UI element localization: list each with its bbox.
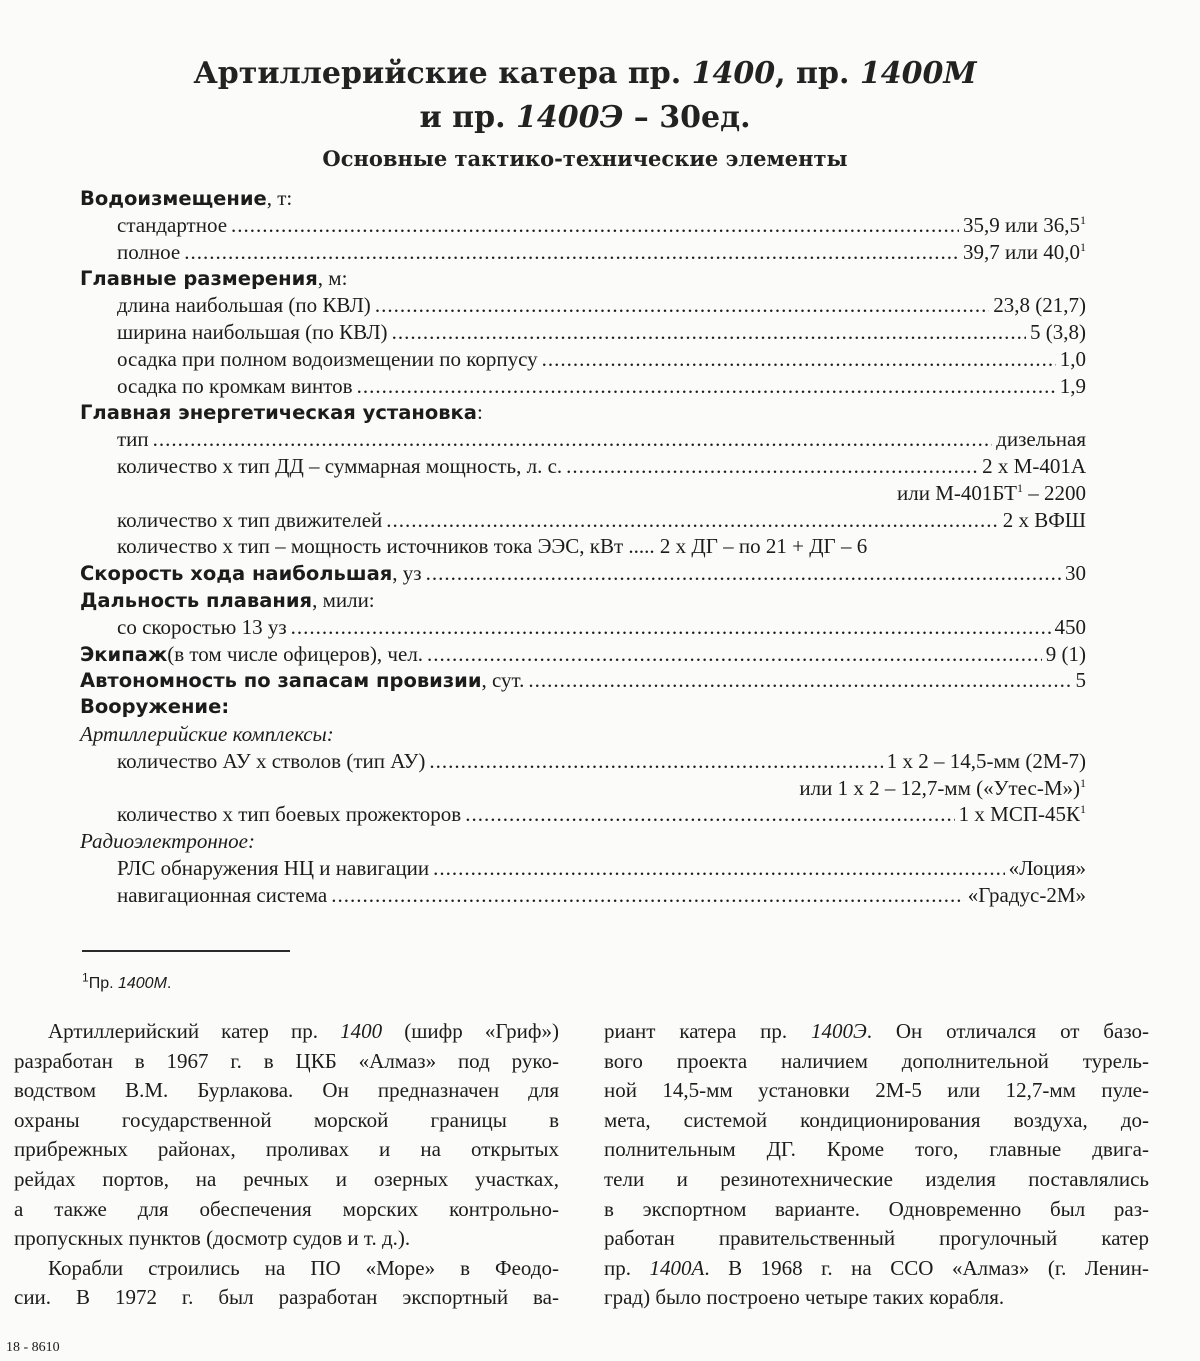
spec-category-suffix: , сут. [481, 668, 525, 693]
spec-value [1055, 615, 1087, 640]
spec-value: 9 (1) [1045, 641, 1086, 666]
spec-value-text: «Градус-2М» [967, 882, 1086, 907]
spec-value [1060, 347, 1086, 372]
leader-dots [357, 374, 1056, 399]
page-title [0, 52, 1170, 140]
spec-value [968, 883, 1086, 908]
spec-row [80, 668, 1086, 695]
title-line-1: Артиллерийские катера пр. 1400, пр. 1400М [193, 56, 977, 91]
spec-row [80, 454, 1086, 481]
spec-value [993, 293, 1086, 318]
body-text: водством В.М. Бурлакова. Он предназначен для [14, 1078, 559, 1103]
body-text: рейдах портов, на речных и озерных участках, [14, 1166, 559, 1191]
body-line [604, 1254, 1149, 1284]
spec-category-suffix: : [476, 400, 483, 425]
spec-category-suffix: (в том числе офицеров), чел. [167, 641, 424, 666]
body-text: сии. В 1972 г. был разработан экспортный ва- [14, 1285, 559, 1310]
spec-row [80, 615, 1086, 642]
spec-category: Вооружение: [80, 695, 230, 719]
spec-row [80, 266, 1086, 293]
spec-row [80, 400, 1086, 427]
body-line [14, 1135, 559, 1165]
leader-dots [291, 615, 1051, 640]
leader-dots [433, 856, 1004, 881]
body-line [604, 1106, 1149, 1136]
spec-value [1030, 320, 1086, 345]
body-text: прибрежных районах, проливах и на открытых [14, 1137, 559, 1162]
spec-value [959, 802, 1086, 827]
title-line-2: и пр. 1400Э – 30ед. [419, 100, 751, 135]
spec-value [1060, 374, 1086, 399]
body-text: град) было построено четыре таких корабля. [604, 1285, 1005, 1310]
leader-dots [231, 213, 959, 238]
spec-value [1009, 856, 1086, 881]
project-number: 1400А [649, 1255, 705, 1280]
body-text: вого проекта наличием дополнительной турель- [604, 1048, 1149, 1073]
spec-row [80, 427, 1086, 454]
spec-value-text: дизельная [996, 427, 1086, 452]
spec-label: длина наибольшая (по КВЛ) [117, 293, 371, 318]
spec-label: количество х тип боевых прожекторов [117, 802, 462, 827]
spec-value [996, 427, 1086, 452]
spec-row [80, 776, 1086, 803]
body-line [604, 1076, 1149, 1106]
spec-group-label: Артиллерийские комплексы [80, 721, 327, 746]
spec-row [80, 749, 1086, 776]
specs-table [80, 186, 1086, 910]
leader-dots [375, 293, 989, 318]
body-line [604, 1017, 1149, 1047]
spec-value-text: 1 х 2 – 14,5-мм (2М-7) [886, 748, 1086, 773]
spec-row [80, 588, 1086, 615]
spec-row [80, 186, 1086, 213]
body-text: а также для обеспечения морских контрольно- [14, 1196, 559, 1221]
footnote-marker: 1 [1080, 212, 1086, 227]
body-line [14, 1165, 559, 1195]
spec-label: РЛС обнаружения НЦ и навигации [117, 855, 430, 880]
body-text: охраны государственной морской границы в [14, 1107, 559, 1132]
spec-label: количество х тип движителей [117, 507, 383, 532]
spec-row [80, 642, 1086, 669]
footnote: $^1$Пр. 1400М. [82, 970, 172, 992]
spec-row [80, 561, 1086, 588]
spec-category-suffix: , мили: [312, 587, 375, 612]
body-line [14, 1254, 559, 1284]
body-line [14, 1017, 559, 1047]
body-line [14, 1076, 559, 1106]
spec-value-text: 2 х ВФШ [1002, 507, 1086, 532]
page-number: 18 - 8610 [6, 1340, 60, 1355]
spec-value-text: 2 х М-401А [982, 453, 1086, 478]
footnote-marker: 1 [1080, 239, 1086, 254]
spec-value [982, 454, 1086, 479]
body-text: в экспортном варианте. Одновременно был раз- [604, 1196, 1149, 1221]
leader-dots [392, 320, 1026, 345]
leader-dots [386, 508, 998, 533]
body-text: работан правительственный прогулочный катер [604, 1226, 1149, 1251]
spec-category-suffix: , уз [392, 561, 422, 586]
spec-value-text: или 1 х 2 – 12,7-мм («Утес-М») [799, 775, 1080, 800]
leader-dots [331, 883, 964, 908]
spec-row [80, 213, 1086, 240]
body-line [604, 1224, 1149, 1254]
body-text: ной 14,5-мм установки 2М-5 или 12,7-мм пуле- [604, 1078, 1149, 1103]
spec-value-continued [897, 481, 1086, 506]
spec-category: Автономность по запасам провизии [80, 669, 482, 693]
spec-value-text: 450 [1054, 614, 1086, 639]
body-line [14, 1106, 559, 1136]
spec-row [80, 695, 1086, 722]
spec-category: Главная энергетическая установка [80, 401, 477, 425]
spec-label: стандартное [117, 212, 228, 237]
spec-value-text: 39,7 или 40,0 [963, 239, 1080, 264]
section-subtitle: Основные тактико-технические элементы [322, 146, 848, 171]
spec-label: количество АУ х стволов (тип АУ) [117, 748, 426, 773]
spec-row [80, 883, 1086, 910]
spec-value [1003, 508, 1086, 533]
body-text: тели и резинотехнические изделия поставлялись [604, 1166, 1149, 1191]
footnote-marker: 1 [1017, 480, 1023, 495]
spec-label: осадка по кромкам винтов [117, 373, 353, 398]
spec-value-text: 1 х МСП-45К [958, 802, 1080, 827]
spec-category: Водоизмещение [80, 187, 267, 210]
leader-dots [465, 802, 954, 827]
footnote-divider [82, 950, 290, 952]
spec-label: количество х тип ДД – суммарная мощность, л. с. [117, 453, 563, 478]
spec-label: осадка при полном водоизмещении по корпусу [117, 346, 538, 371]
spec-label: тип [117, 427, 149, 452]
body-line [14, 1283, 559, 1313]
body-text: пропускных пунктов (досмотр судов и т. д.). [14, 1226, 411, 1251]
spec-row [80, 293, 1086, 320]
body-text: риант катера пр. [604, 1019, 811, 1043]
leader-dots [542, 347, 1056, 372]
leader-dots [184, 240, 959, 265]
spec-category-suffix: , м: [317, 266, 348, 291]
spec-label: полное [117, 239, 181, 264]
spec-value-text: или М-401БТ [897, 480, 1017, 505]
spec-value [963, 213, 1086, 238]
project-number: 1400 [340, 1019, 383, 1043]
spec-category: Скорость хода наибольшая [80, 562, 393, 586]
body-text: Артиллерийский катер пр. [48, 1019, 341, 1043]
spec-value: 5 [1075, 668, 1086, 693]
spec-row [80, 534, 1086, 561]
spec-label: со скоростью 13 уз [117, 614, 287, 639]
body-text: разработан в 1967 г. в ЦКБ «Алмаз» под руко- [14, 1048, 559, 1073]
project-number: 1400Э [810, 1019, 867, 1043]
spec-row [80, 856, 1086, 883]
leader-dots [429, 749, 882, 774]
leader-dots [426, 561, 1061, 586]
spec-value-text: «Лоция» [1008, 855, 1086, 880]
spec-label: количество х тип – мощность источников тока ЭЭС, кВт ..... 2 х ДГ – по 21 + ДГ – 6 [117, 534, 868, 559]
spec-group-suffix: : [326, 721, 334, 746]
body-line [14, 1047, 559, 1077]
leader-dots [528, 668, 1071, 693]
spec-value: 30 [1065, 561, 1086, 586]
body-line [604, 1165, 1149, 1195]
footnote-marker: 1 [1080, 802, 1086, 817]
body-text: мета, системой кондиционирования воздуха, до- [604, 1107, 1149, 1132]
spec-value [963, 240, 1086, 265]
leader-dots [427, 642, 1042, 667]
body-line [604, 1135, 1149, 1165]
body-line [14, 1195, 559, 1225]
body-line [604, 1283, 1149, 1313]
spec-row [80, 829, 1086, 856]
body-text: . Он отличался от базо- [866, 1019, 1149, 1043]
spec-row [80, 508, 1086, 535]
spec-value-text: 1,9 [1059, 373, 1086, 398]
body-text: . В 1968 г. на ССО «Алмаз» (г. Ленин- [704, 1255, 1149, 1280]
spec-value-continued [799, 776, 1086, 801]
footnote-marker: 1 [1080, 775, 1086, 790]
spec-value-text: 35,9 или 36,5 [963, 212, 1080, 237]
body-text: (шифр «Гриф») [382, 1019, 559, 1043]
spec-row [80, 374, 1086, 401]
spec-label: ширина наибольшая (по КВЛ) [117, 319, 388, 344]
spec-category: Экипаж [80, 642, 168, 666]
spec-row [80, 320, 1086, 347]
spec-label: навигационная система [117, 882, 328, 907]
spec-category: Главные размерения [80, 267, 318, 291]
body-line [604, 1195, 1149, 1225]
body-line [14, 1224, 559, 1254]
spec-group-suffix: : [247, 829, 255, 854]
body-column-right [604, 1017, 1149, 1313]
body-text: Корабли строились на ПО «Море» в Феодо- [48, 1255, 559, 1280]
leader-dots [153, 427, 993, 452]
spec-row [80, 240, 1086, 267]
body-text: полнительным ДГ. Кроме того, главные двига- [604, 1137, 1149, 1162]
spec-row [80, 481, 1086, 508]
body-line [604, 1047, 1149, 1077]
spec-row [80, 722, 1086, 749]
leader-dots [566, 454, 978, 479]
spec-row [80, 802, 1086, 829]
spec-category-suffix: , т: [266, 186, 293, 210]
spec-row [80, 347, 1086, 374]
spec-value-text: 23,8 (21,7) [993, 293, 1086, 318]
spec-value-text: 5 (3,8) [1030, 319, 1086, 344]
spec-value-text: 1,0 [1059, 346, 1086, 371]
body-column-left [14, 1017, 559, 1313]
spec-value-tail: – 2200 [1023, 480, 1086, 505]
spec-category: Дальность плавания [80, 588, 313, 612]
body-text: пр. [604, 1255, 650, 1280]
spec-group-label: Радиоэлектронное [80, 829, 248, 854]
spec-value [887, 749, 1086, 774]
